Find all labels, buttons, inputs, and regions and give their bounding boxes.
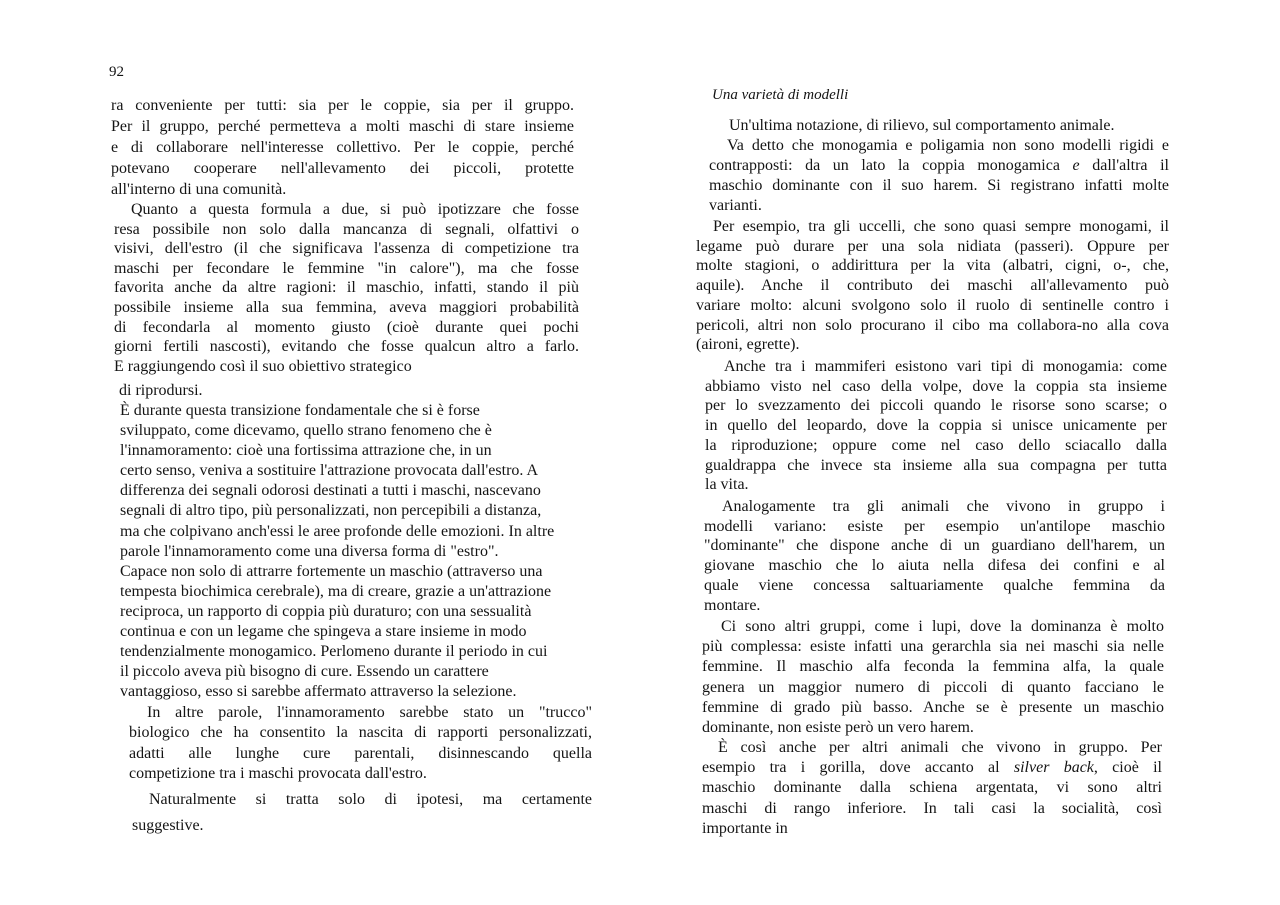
- text-line: certo senso, veniva a sostituire l'attrazione provocata dall'estro. A: [120, 462, 539, 480]
- paragraph-p2b: [119, 381, 419, 401]
- text-line: vantaggioso, esso si sarebbe affermato attraverso la selezione.: [120, 683, 517, 701]
- text-line: varianti.: [709, 197, 762, 214]
- text-line: suggestive.: [132, 817, 204, 834]
- paragraph-r3: [696, 217, 1169, 355]
- text-line: montare.: [704, 596, 761, 614]
- text-line: Per esempio, tra gli uccelli, che sono quasi sempre monogami, il: [713, 218, 1169, 235]
- text-line: maschio dominante con il suo harem. Si registrano infatti molte: [709, 177, 1169, 194]
- text-line: Un'ultima notazione, di rilievo, sul comportamento animale.: [729, 117, 1115, 134]
- text-line: "dominante" che dispone anche di un guardiano dell'harem, un: [704, 537, 1165, 555]
- text-line: femmine. Il maschio alfa feconda la femmina alfa, la quale: [702, 658, 1164, 676]
- text-line: reciproca, un rapporto di coppia più duraturo; con una sessualità: [120, 602, 532, 620]
- text-line: favorita anche da altre ragioni: il maschio, infatti, stando il più: [114, 279, 579, 297]
- text-line: visivi, dell'estro (il che significava l'assenza di competizione tra: [114, 240, 579, 258]
- italic-text: silver back: [1013, 759, 1094, 777]
- text-segment: dall'altra il: [1079, 157, 1170, 174]
- text-line: giorni fertili nascosti), evitando che fosse qualcun altro a farlo.: [114, 338, 579, 356]
- text-line: In altre parole, l'innamoramento sarebbe stato un "trucco": [147, 704, 592, 721]
- text-line: giovane maschio che lo aiuta nella difesa dei confini e al: [704, 557, 1165, 575]
- text-line: gualdrappa che invece sta insieme alla sua compagna per tutta: [705, 456, 1167, 474]
- text-line: continua e con un legame che spingeva a stare insieme in modo: [120, 623, 527, 641]
- paragraph-r1: [729, 116, 1179, 136]
- text-line: È così anche per altri animali che vivono in gruppo. Per: [718, 739, 1162, 756]
- text-line: Quanto a questa formula a due, si può ipotizzare che fosse: [131, 201, 579, 218]
- text-line: differenza dei segnali odorosi destinati a tutti i maschi, nascevano: [120, 482, 541, 500]
- text-line: (aironi, egrette).: [696, 336, 800, 354]
- text-line: all'interno di una comunità.: [111, 180, 287, 198]
- text-line: sviluppato, come dicevamo, quello strano fenomeno che è: [120, 422, 492, 440]
- text-line: ra conveniente per tutti: sia per le coppie, sia per il gruppo.: [111, 96, 574, 114]
- page-number: 92: [109, 64, 124, 80]
- text-line: genera un maggior numero di piccoli di quanto facciano le: [702, 678, 1164, 696]
- text-segment: esempio tra i gorilla, dove accanto al: [702, 759, 1014, 777]
- text-line: in quello del leopardo, dove la coppia si unisce unicamente per: [705, 417, 1167, 435]
- text-line: tempesta biochimica cerebrale), ma di creare, grazie a un'attrazione: [120, 582, 552, 600]
- text-line: dominante, non esiste però un vero harem.: [702, 719, 974, 737]
- text-line: Anche tra i mammiferi esistono vari tipi di monogamia: come: [724, 358, 1167, 375]
- text-segment: contrapposti: da un lato la coppia monogamica: [709, 157, 1073, 174]
- text-line: ma che colpivano anch'essi le aree profonde delle emozioni. In altre: [120, 522, 555, 540]
- text-line: Analogamente tra gli animali che vivono in gruppo i: [722, 498, 1165, 515]
- paragraph-p2: [114, 200, 579, 376]
- text-line: aquile). Anche il contributo dei maschi all'allevamento può: [696, 277, 1169, 295]
- paragraph-r5: [704, 497, 1165, 615]
- text-line: l'innamoramento: cioè una fortissima attrazione che, in un: [120, 442, 492, 460]
- text-line: la vita.: [705, 476, 749, 494]
- text-line: più complessa: esiste infatti una gerarchla sia nei maschi sia nelle: [702, 638, 1164, 656]
- text-segment: , cioè il: [1093, 759, 1163, 777]
- text-line: il piccolo aveva più bisogno di cure. Essendo un carattere: [120, 663, 489, 681]
- text-line: adatti alle lunghe cure parentali, disinnescando quella: [129, 744, 592, 762]
- paragraph-r2: [709, 136, 1169, 216]
- text-line: [702, 758, 1162, 778]
- text-line: per lo svezzamento dei piccoli quando le risorse sono scarse; o: [705, 397, 1167, 415]
- text-line: segnali di altro tipo, più personalizzati, non percepibili a distanza,: [120, 502, 542, 520]
- text-line: pericoli, altri non solo procurano il cibo ma collabora-no alla cova: [696, 316, 1169, 334]
- text-line: variare molto: alcuni svolgono solo il ruolo di sentinelle contro i: [696, 296, 1169, 314]
- text-line: [709, 156, 1169, 176]
- paragraph-p3: [120, 401, 600, 702]
- text-line: Va detto che monogamia e poligamia non sono modelli rigidi e: [727, 137, 1169, 154]
- text-line: potevano cooperare nell'allevamento dei piccoli, protette: [111, 159, 574, 177]
- text-line: importante in: [702, 819, 788, 837]
- text-line: Capace non solo di attrarre fortemente un maschio (attraverso una: [120, 562, 543, 580]
- paragraph-r6: [702, 617, 1164, 738]
- text-line: e di collaborare nell'interesse collettivo. Per le coppie, perché: [111, 138, 574, 156]
- text-line: legame può durare per una sola nidiata (passeri). Oppure per: [696, 237, 1169, 255]
- italic-text: e: [1072, 157, 1080, 174]
- text-line: molte stagioni, o addirittura per la vita (albatri, cigni, o-, che,: [696, 257, 1169, 275]
- text-line: tendenzialmente monogamico. Perlomeno durante il periodo in cui: [120, 643, 548, 661]
- paragraph-p4: [129, 703, 592, 784]
- text-line: Ci sono altri gruppi, come i lupi, dove la dominanza è molto: [721, 618, 1164, 635]
- text-line: resa possibile non solo dalla mancanza di segnali, olfattivi o: [114, 220, 579, 238]
- text-line: Naturalmente si tratta solo di ipotesi, ma certamente: [149, 791, 592, 808]
- text-line: quale viene concessa saltuariamente qualche femmina da: [704, 576, 1165, 594]
- text-line: biologico che ha consentito la nascita di rapporti personalizzati,: [129, 724, 592, 742]
- paragraph-r7: [702, 738, 1162, 839]
- running-header: Una varietà di modelli: [712, 87, 849, 103]
- paragraph-p1: [111, 95, 574, 200]
- text-line: maschio dominante dalla schiena argentata, vi sono altri: [702, 779, 1162, 797]
- text-line: maschi per fecondare le femmine "in calore"), ma che fosse: [114, 259, 579, 277]
- text-line: di riprodursi.: [119, 382, 203, 399]
- paragraph-r4: [705, 357, 1167, 495]
- text-line: di fecondarla al momento giusto (cioè durante quei pochi: [114, 318, 579, 336]
- text-line: competizione tra i maschi provocata dall'estro.: [129, 764, 427, 782]
- text-line: abbiamo visto nel caso della volpe, dove la coppia sta insieme: [705, 377, 1167, 395]
- text-line: la riproduzione; oppure come nel caso dello sciacallo dalla: [705, 436, 1167, 454]
- text-line: maschi di rango inferiore. In tali casi la socialità, così: [702, 799, 1162, 817]
- paragraph-p5: [132, 787, 592, 839]
- text-line: È durante questa transizione fondamentale che si è forse: [120, 402, 480, 419]
- text-line: femmine di grado più basso. Anche se è presente un maschio: [702, 698, 1164, 716]
- text-line: possibile insieme alla sua femmina, aveva maggiori probabilità: [114, 298, 579, 316]
- text-line: Per il gruppo, perché permetteva a molti maschi di stare insieme: [111, 117, 574, 135]
- text-line: parole l'innamoramento come una diversa forma di "estro".: [120, 542, 499, 560]
- text-line: modelli variano: esiste per esempio un'antilope maschio: [704, 517, 1165, 535]
- text-line: E raggiungendo così il suo obiettivo strategico: [114, 357, 412, 375]
